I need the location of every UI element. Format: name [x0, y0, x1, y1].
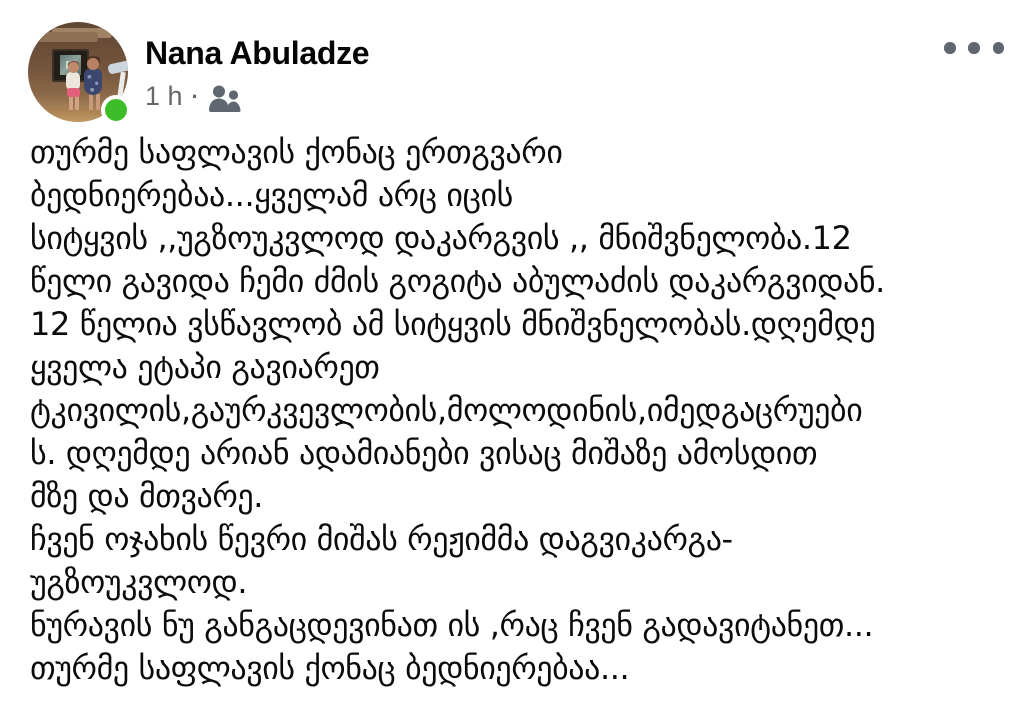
ellipsis-dot [944, 42, 956, 54]
online-status-dot [101, 95, 131, 125]
timestamp[interactable]: 1 h [145, 81, 183, 111]
post-text-line: უგზოუკვლოდ. [30, 563, 248, 601]
ellipsis-dot [968, 42, 980, 54]
photo-child-right [84, 69, 102, 95]
post-meta [145, 81, 369, 112]
photo-child-right-head [87, 58, 99, 70]
post-text-line: 12 წელია ვსწავლობ ამ სიტყვის მნიშვნელობას.დღემდე [30, 305, 876, 343]
avatar[interactable] [28, 22, 128, 122]
post-text-line: ს. დღემდე არიან ადამიანები ვისაც მიშაზე ამოსდით [30, 434, 818, 472]
photo-child-left-head [68, 62, 79, 73]
post-text [30, 131, 998, 690]
header-text [145, 34, 369, 112]
photo-shelf [38, 32, 98, 42]
post-header [0, 0, 1024, 130]
post-text-line: ყველა ეტაპი გავიარეთ [30, 348, 380, 386]
post-options-button[interactable] [944, 30, 1004, 66]
post-text-line: წელი გავიდა ჩემი ძმის გოგიტა აბულაძის დაკარგვიდან. [30, 262, 885, 300]
post-text-line: ნურავის ნუ განგაცდევინათ ის ,რაც ჩვენ გადავიტანეთ... [30, 606, 874, 644]
post-text-line: სიტყვის ,,უგზოუკვლოდ დაკარგვის ,, მნიშვნელობა.12 [30, 219, 852, 257]
post-text-line: მზე და მთვარე. [30, 477, 264, 515]
meta-separator: · [191, 84, 199, 109]
post-text-line: ტკივილის,გაურკვევლობის,მოლოდინის,იმედგაცრუები [30, 391, 863, 429]
author-name[interactable]: Nana Abuladze [145, 35, 370, 71]
post-text-line: ჩვენ ოჯახის წევრი მიშას რეჟიმმა დაგვიკარგა- [30, 520, 733, 558]
photo-child-left-legs [69, 96, 73, 110]
photo-child-right-legs [89, 94, 93, 110]
post-text-line: თურმე საფლავის ქონაც ბედნიერებაა... [30, 649, 630, 687]
ellipsis-dot [993, 42, 1005, 54]
post-text-line: თურმე საფლავის ქონაც ერთგვარი [30, 133, 563, 171]
photo-child-left-shorts [67, 88, 80, 97]
post-text-line: ბედნიერებაა...ყველამ არც იცის [30, 176, 513, 214]
friends-icon [208, 84, 242, 112]
